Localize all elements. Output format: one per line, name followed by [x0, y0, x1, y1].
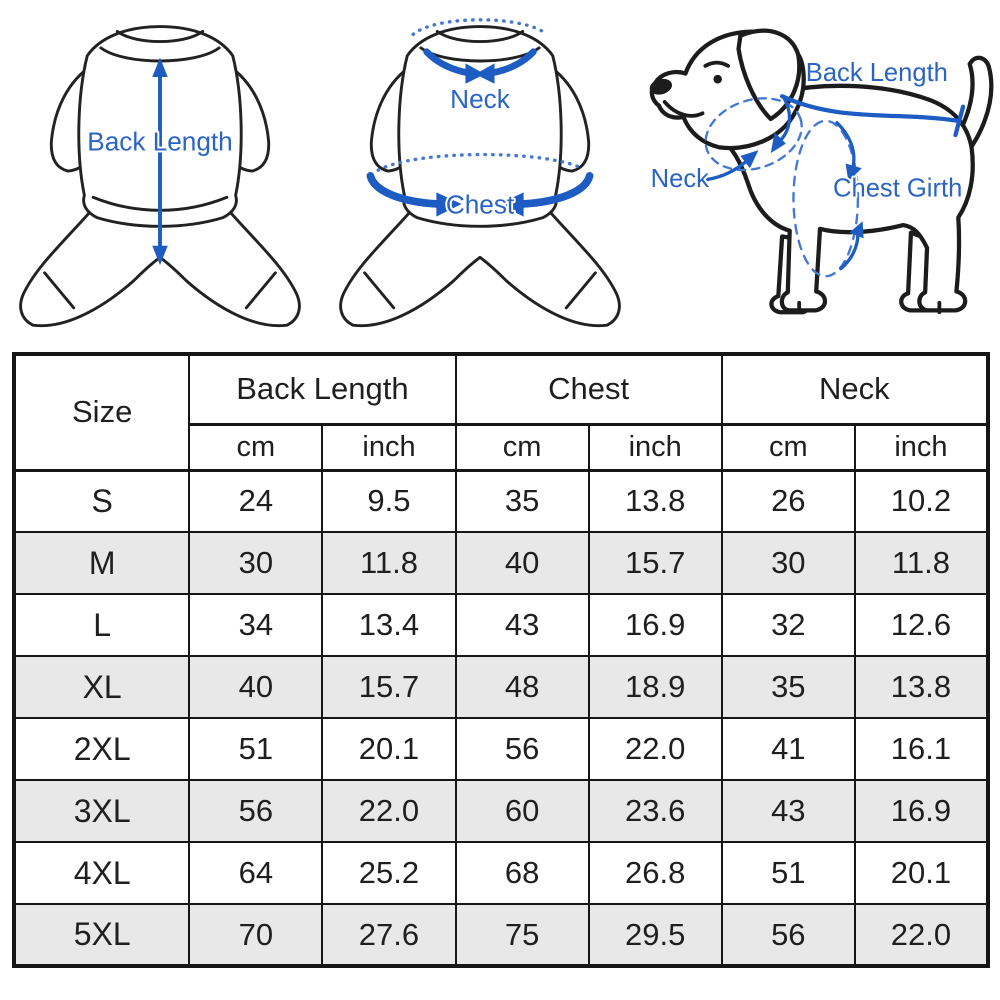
table-row	[14, 780, 988, 842]
size-chart-rows	[14, 470, 988, 966]
chest-label: Chest	[445, 189, 515, 220]
size-chart-table	[12, 352, 990, 968]
value-cell: 43	[722, 780, 855, 842]
table-row	[14, 718, 988, 780]
value-cell: 40	[189, 656, 322, 718]
size-cell: S	[14, 470, 189, 532]
neck-label: Neck	[450, 84, 510, 115]
size-chart-section	[12, 352, 990, 968]
table-row	[14, 656, 988, 718]
garment-front-diagram	[320, 0, 640, 345]
size-cell: 3XL	[14, 780, 189, 842]
unit-header: cm	[456, 424, 589, 470]
value-cell: 51	[722, 842, 855, 904]
value-cell: 30	[722, 532, 855, 594]
value-cell: 10.2	[855, 470, 988, 532]
value-cell: 9.5	[322, 470, 455, 532]
value-cell: 70	[189, 904, 322, 966]
value-cell: 43	[456, 594, 589, 656]
value-cell: 20.1	[855, 842, 988, 904]
value-cell: 24	[189, 470, 322, 532]
value-cell: 11.8	[322, 532, 455, 594]
value-cell: 60	[456, 780, 589, 842]
value-cell: 25.2	[322, 842, 455, 904]
unit-header: inch	[322, 424, 455, 470]
size-cell: 2XL	[14, 718, 189, 780]
value-cell: 23.6	[589, 780, 722, 842]
value-cell: 30	[189, 532, 322, 594]
table-row	[14, 842, 988, 904]
value-cell: 15.7	[589, 532, 722, 594]
value-cell: 34	[189, 594, 322, 656]
value-cell: 35	[456, 470, 589, 532]
size-cell: L	[14, 594, 189, 656]
table-row	[14, 532, 988, 594]
size-cell: 4XL	[14, 842, 189, 904]
unit-header: cm	[722, 424, 855, 470]
value-cell: 16.1	[855, 718, 988, 780]
value-cell: 13.8	[589, 470, 722, 532]
unit-header: cm	[189, 424, 322, 470]
value-cell: 56	[189, 780, 322, 842]
table-row	[14, 594, 988, 656]
neck-group-header: Neck	[722, 354, 988, 424]
table-row	[14, 470, 988, 532]
value-cell: 13.4	[322, 594, 455, 656]
table-row	[14, 904, 988, 966]
value-cell: 13.8	[855, 656, 988, 718]
dog-back-length-label: Back Length	[805, 59, 948, 88]
value-cell: 22.0	[855, 904, 988, 966]
value-cell: 64	[189, 842, 322, 904]
value-cell: 22.0	[322, 780, 455, 842]
value-cell: 68	[456, 842, 589, 904]
value-cell: 20.1	[322, 718, 455, 780]
value-cell: 40	[456, 532, 589, 594]
value-cell: 56	[456, 718, 589, 780]
unit-header: inch	[589, 424, 722, 470]
value-cell: 26	[722, 470, 855, 532]
value-cell: 11.8	[855, 532, 988, 594]
chest-group-header: Chest	[456, 354, 722, 424]
value-cell: 16.9	[589, 594, 722, 656]
size-cell: XL	[14, 656, 189, 718]
garment-back-diagram	[0, 0, 320, 345]
value-cell: 22.0	[589, 718, 722, 780]
value-cell: 18.9	[589, 656, 722, 718]
dog-eye	[713, 75, 722, 84]
dog-measurement-diagram	[640, 0, 1000, 345]
dog-neck-label: Neck	[650, 165, 709, 194]
value-cell: 56	[722, 904, 855, 966]
value-cell: 35	[722, 656, 855, 718]
value-cell: 29.5	[589, 904, 722, 966]
value-cell: 27.6	[322, 904, 455, 966]
value-cell: 15.7	[322, 656, 455, 718]
value-cell: 12.6	[855, 594, 988, 656]
value-cell: 26.8	[589, 842, 722, 904]
measurement-diagrams	[0, 0, 1000, 348]
value-cell: 51	[189, 718, 322, 780]
value-cell: 32	[722, 594, 855, 656]
value-cell: 48	[456, 656, 589, 718]
size-cell: M	[14, 532, 189, 594]
back-length-label: Back Length	[87, 126, 233, 157]
size-column-header: Size	[14, 354, 189, 470]
dog-chest-girth-label: Chest Girth	[833, 174, 963, 203]
unit-header: inch	[855, 424, 988, 470]
value-cell: 75	[456, 904, 589, 966]
group-header-row	[14, 354, 988, 424]
value-cell: 16.9	[855, 780, 988, 842]
value-cell: 41	[722, 718, 855, 780]
back-length-group-header: Back Length	[189, 354, 455, 424]
size-cell: 5XL	[14, 904, 189, 966]
